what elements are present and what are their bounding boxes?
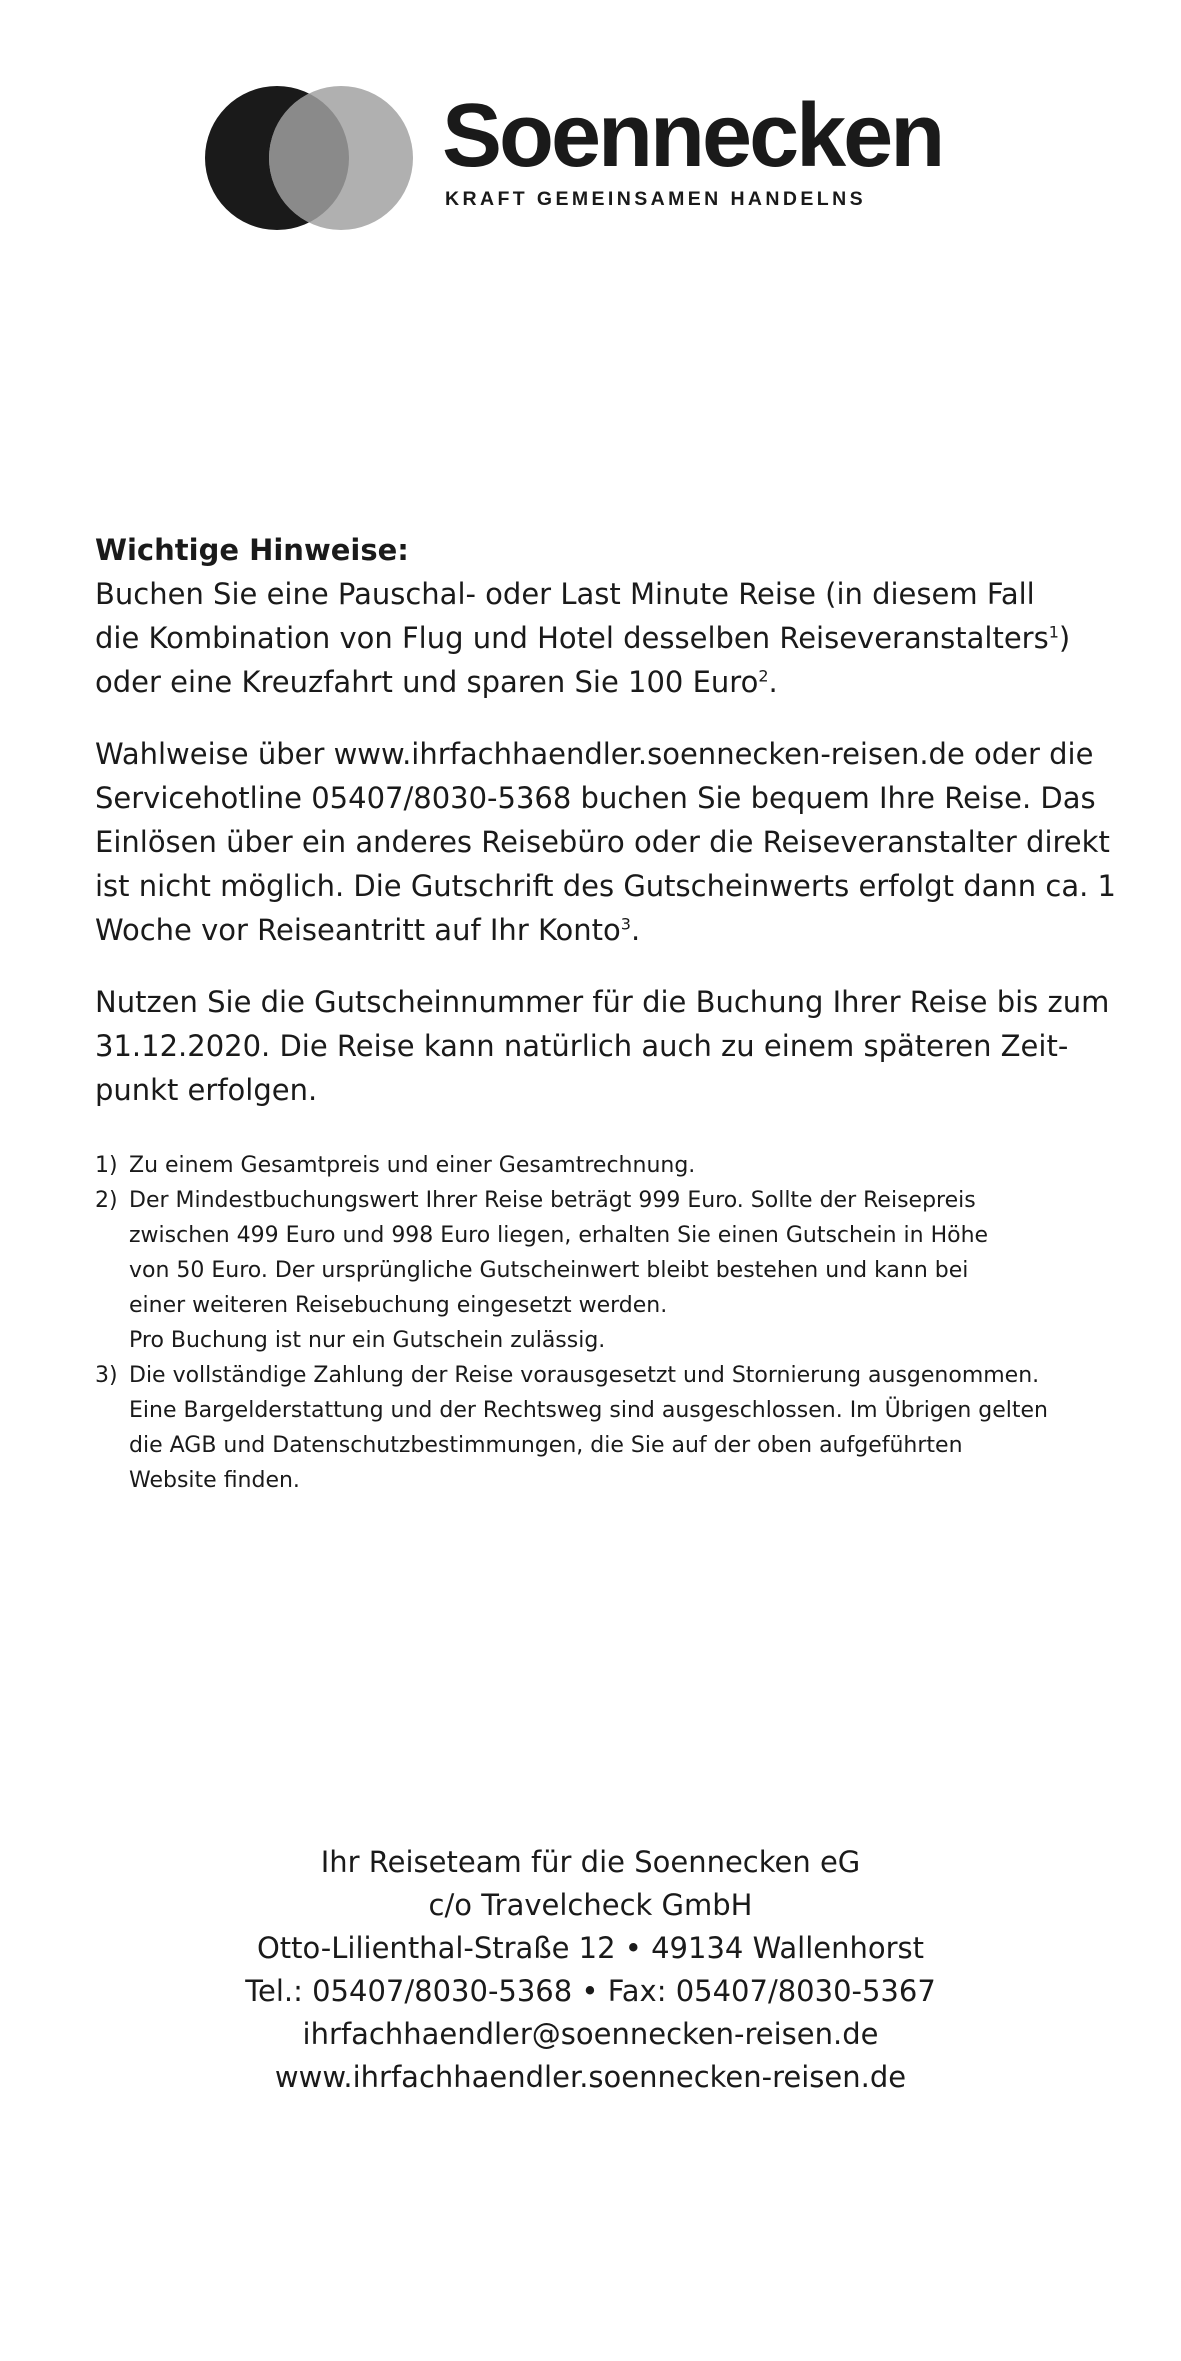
contact-team: Ihr Reiseteam für die Soennecken eG xyxy=(320,1845,861,1879)
text-fragment: oder eine Kreuzfahrt und sparen Sie 100 Euro xyxy=(95,665,759,699)
text-fragment: . xyxy=(630,913,641,947)
footnote-text xyxy=(129,1148,1135,1183)
contact-block xyxy=(0,1841,1181,2099)
footnote-3 xyxy=(95,1358,1135,1498)
footnote-text xyxy=(129,1183,1135,1358)
text-line: Nutzen Sie die Gutscheinnummer für die Buchung Ihrer Reise bis zum xyxy=(95,985,1110,1019)
text-line: Buchen Sie eine Pauschal- oder Last Minute Reise (in diesem Fall xyxy=(95,577,1035,611)
footnote-line: Website finden. xyxy=(129,1468,300,1493)
logo-wordmark: Soennecken xyxy=(442,86,943,186)
text-line: Servicehotline 05407/8030-5368 buchen Sie bequem Ihre Reise. Das xyxy=(95,781,1096,815)
footnotes-list xyxy=(95,1148,1135,1498)
contact-phone-fax: Tel.: 05407/8030-5368 • Fax: 05407/8030-5367 xyxy=(245,1974,936,2008)
footnote-line: Der Mindestbuchungswert Ihrer Reise beträgt 999 Euro. Sollte der Reisepreis xyxy=(129,1188,976,1213)
footnote-line: Zu einem Gesamtpreis und einer Gesamtrechnung. xyxy=(129,1153,696,1178)
footnote-1 xyxy=(95,1148,1135,1183)
footnote-number: 1) xyxy=(95,1153,118,1178)
footnote-number: 3) xyxy=(95,1363,118,1388)
contact-website: www.ihrfachhaendler.soennecken-reisen.de xyxy=(274,2060,907,2094)
contact-company: c/o Travelcheck GmbH xyxy=(428,1888,753,1922)
notice-paragraph-1 xyxy=(95,572,1135,704)
text-line: Wahlweise über www.ihrfachhaendler.soennecken-reisen.de oder die xyxy=(95,737,1094,771)
footnote-line: von 50 Euro. Der ursprüngliche Gutscheinwert bleibt bestehen und kann bei xyxy=(129,1258,969,1283)
footnote-line: einer weiteren Reisebuchung eingesetzt werden. xyxy=(129,1293,668,1318)
text-line: 31.12.2020. Die Reise kann natürlich auch zu einem späteren Zeit- xyxy=(95,1029,1069,1063)
text-line xyxy=(95,908,1135,952)
text-fragment: . xyxy=(768,665,778,699)
footnote-ref-2: 2 xyxy=(758,666,769,686)
logo-circles-icon xyxy=(205,86,413,230)
text-line: ist nicht möglich. Die Gutschrift des Gutscheinwerts erfolgt dann ca. 1 xyxy=(95,869,1116,903)
contact-email: ihrfachhaendler@soennecken-reisen.de xyxy=(302,2017,879,2051)
contact-address: Otto-Lilienthal-Straße 12 • 49134 Wallenhorst xyxy=(256,1931,925,1965)
footnote-ref-1: 1 xyxy=(1048,622,1059,642)
notice-paragraph-2 xyxy=(95,732,1135,952)
footnote-line: zwischen 499 Euro und 998 Euro liegen, erhalten Sie einen Gutschein in Höhe xyxy=(129,1223,989,1248)
text-line: punkt erfolgen. xyxy=(95,1073,318,1107)
notice-heading: Wichtige Hinweise: xyxy=(95,533,409,567)
text-fragment: die Kombination von Flug und Hotel desselben Reiseveranstalters xyxy=(95,621,1049,655)
logo-tagline: KRAFT GEMEINSAMEN HANDELNS xyxy=(445,188,866,210)
text-fragment: ) xyxy=(1058,621,1071,655)
footnote-text xyxy=(129,1358,1135,1498)
footnote-line: Die vollständige Zahlung der Reise vorausgesetzt und Stornierung ausgenommen. xyxy=(129,1363,1040,1388)
footnote-line: die AGB und Datenschutzbestimmungen, die Sie auf der oben aufgeführten xyxy=(129,1433,963,1458)
footnote-2 xyxy=(95,1183,1135,1358)
notice-paragraph-3 xyxy=(95,980,1135,1112)
text-line xyxy=(95,616,1135,660)
footnote-ref-3: 3 xyxy=(620,914,631,934)
text-fragment: Woche vor Reiseantritt auf Ihr Konto xyxy=(95,913,621,947)
text-line xyxy=(95,660,1135,704)
text-line: Einlösen über ein anderes Reisebüro oder die Reiseveranstalter direkt xyxy=(95,825,1110,859)
footnote-line: Pro Buchung ist nur ein Gutschein zulässig. xyxy=(129,1328,606,1353)
soennecken-logo xyxy=(205,86,965,234)
footnote-number: 2) xyxy=(95,1188,118,1213)
footnote-line: Eine Bargelderstattung und der Rechtsweg sind ausgeschlossen. Im Übrigen gelten xyxy=(129,1398,1048,1423)
notice-section xyxy=(95,528,1135,1498)
